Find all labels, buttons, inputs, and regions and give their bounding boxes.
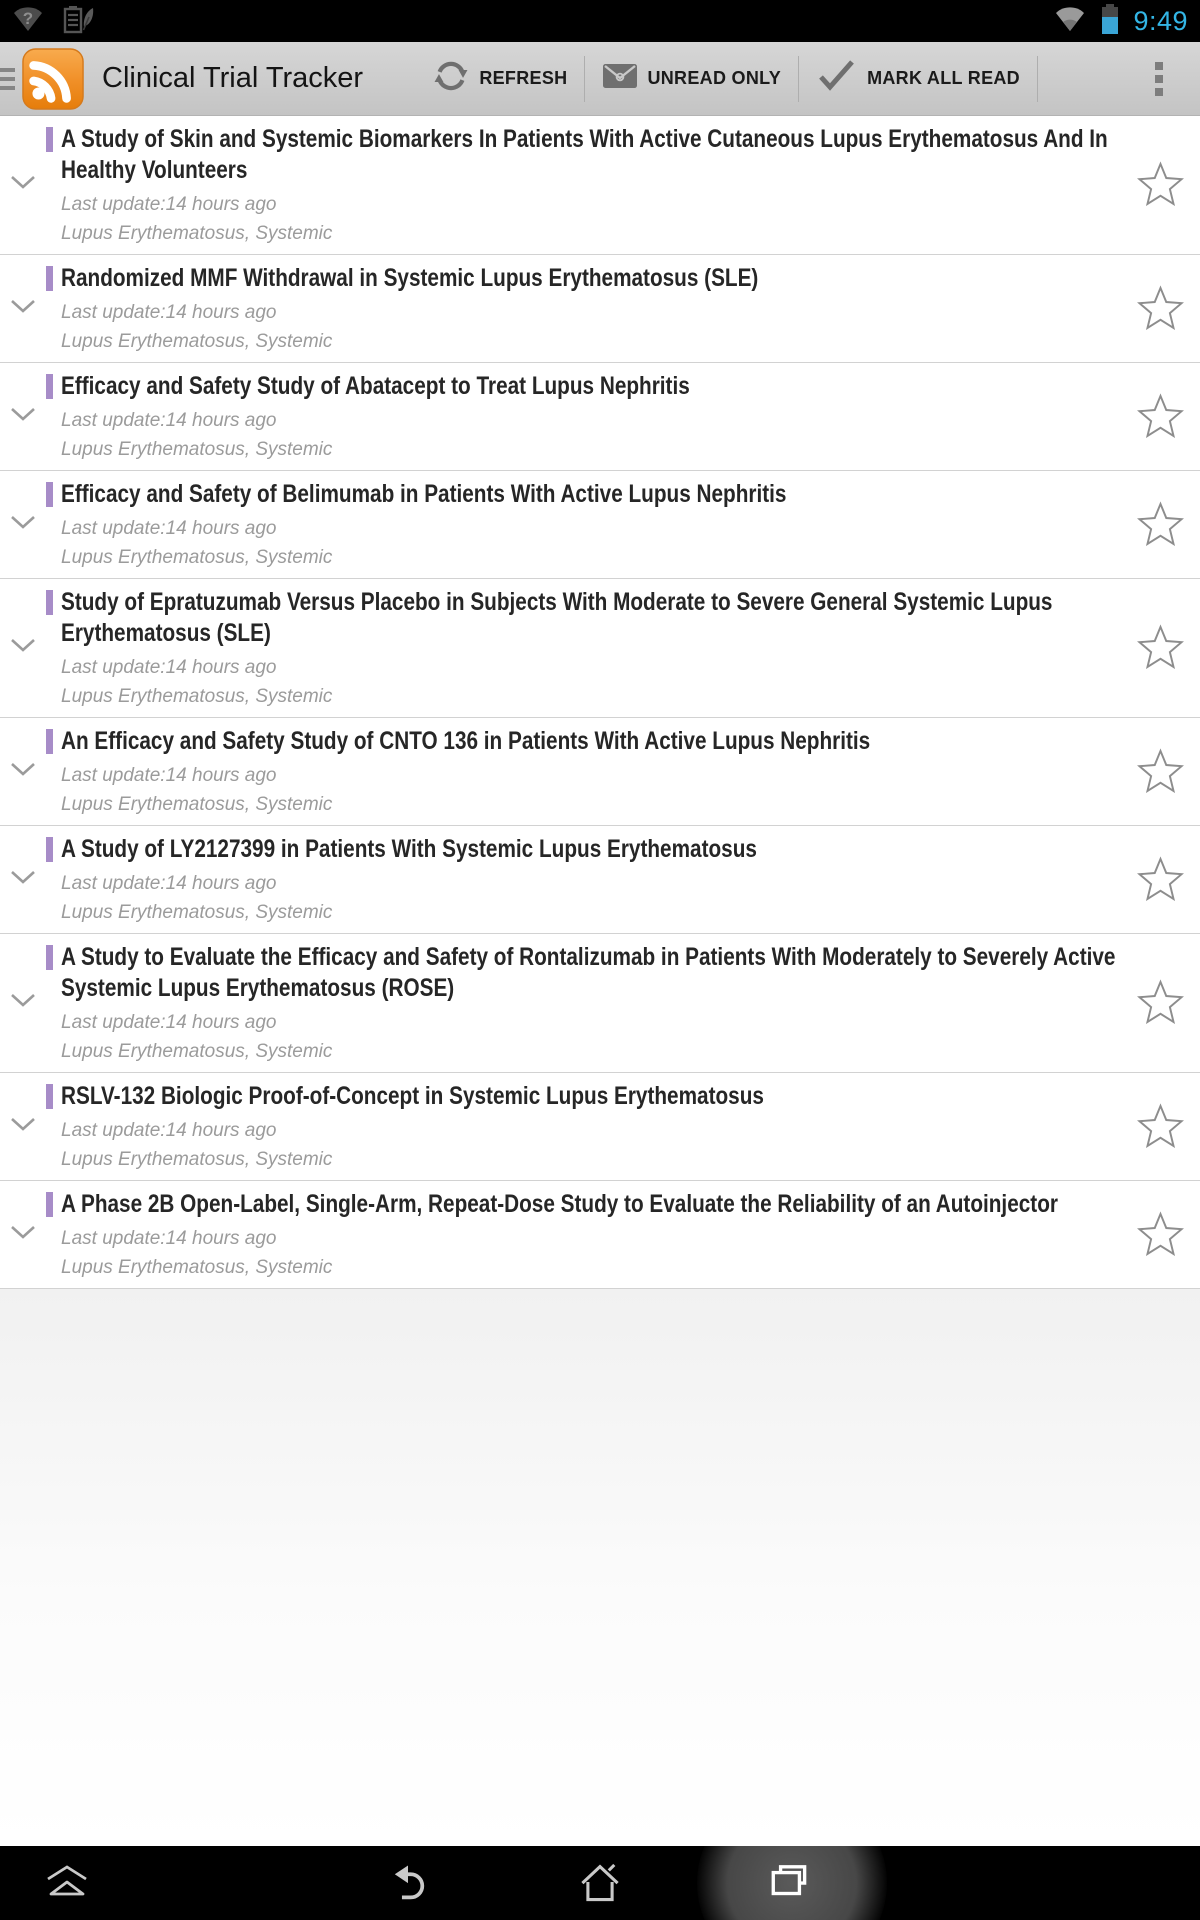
trial-title: A Phase 2B Open-Label, Single-Arm, Repeat-Dose Study to Evaluate the Reliability of an Autoinjector — [61, 1190, 1058, 1218]
navigation-bar — [0, 1846, 1200, 1920]
trial-last-update: Last update:14 hours ago — [61, 873, 277, 894]
clock: 9:49 — [1133, 5, 1188, 36]
unread-marker — [46, 945, 53, 970]
trial-title: Efficacy and Safety Study of Abatacept to Treat Lupus Nephritis — [61, 372, 690, 400]
wifi-question-icon — [12, 5, 44, 38]
star-icon — [1137, 194, 1184, 209]
recent-apps-icon — [767, 1861, 813, 1906]
overflow-menu-button[interactable] — [1130, 42, 1188, 116]
trial-last-update: Last update:14 hours ago — [61, 518, 277, 539]
trial-list-item[interactable] — [0, 255, 1200, 363]
trial-tags: Lupus Erythematosus, Systemic — [61, 547, 333, 568]
trial-title: Randomized MMF Withdrawal in Systemic Lupus Erythematosus (SLE) — [61, 264, 759, 292]
trial-tags: Lupus Erythematosus, Systemic — [61, 331, 333, 352]
expand-chevron-icon[interactable] — [10, 993, 36, 1013]
trial-list-item[interactable] — [0, 1073, 1200, 1181]
refresh-button-label: REFRESH — [479, 68, 568, 88]
favorite-star-button[interactable] — [1133, 497, 1188, 553]
unread-marker — [46, 127, 53, 152]
back-button[interactable] — [348, 1846, 468, 1920]
trial-title: A Study of LY2127399 in Patients With Systemic Lupus Erythematosus — [61, 835, 757, 863]
collapse-bar-icon — [41, 1863, 93, 1904]
unread-marker — [46, 1192, 53, 1217]
expand-chevron-icon[interactable] — [10, 1117, 36, 1137]
battery-icon — [1099, 2, 1121, 41]
trial-last-update: Last update:14 hours ago — [61, 765, 277, 786]
favorite-star-button[interactable] — [1133, 744, 1188, 800]
expand-chevron-icon[interactable] — [10, 299, 36, 319]
trial-list-item[interactable] — [0, 934, 1200, 1073]
unread-marker — [46, 729, 53, 754]
expand-chevron-icon[interactable] — [10, 175, 36, 195]
trial-last-update: Last update:14 hours ago — [61, 657, 277, 678]
unread-only-button[interactable] — [585, 42, 798, 116]
trial-title: Efficacy and Safety of Belimumab in Patients With Active Lupus Nephritis — [61, 480, 787, 508]
trial-last-update: Last update:14 hours ago — [61, 1012, 277, 1033]
trial-list-item[interactable] — [0, 579, 1200, 718]
trial-title: RSLV-132 Biologic Proof-of-Concept in Systemic Lupus Erythematosus — [61, 1082, 764, 1110]
unread-marker — [46, 837, 53, 862]
trial-last-update: Last update:14 hours ago — [61, 1228, 277, 1249]
trial-title: An Efficacy and Safety Study of CNTO 136 in Patients With Active Lupus Nephritis — [61, 727, 871, 755]
battery-saver-icon — [60, 3, 96, 40]
trial-list-item[interactable] — [0, 826, 1200, 934]
expand-chevron-icon[interactable] — [10, 638, 36, 658]
favorite-star-button[interactable] — [1133, 389, 1188, 445]
refresh-button[interactable] — [415, 42, 584, 116]
trial-title: Study of Epratuzumab Versus Placebo in Subjects With Moderate to Severe General Systemic Lupus Erythematosus (SLE) — [61, 588, 1053, 647]
trial-last-update: Last update:14 hours ago — [61, 410, 277, 431]
actionbar-divider — [1037, 56, 1038, 102]
expand-chevron-icon[interactable] — [10, 515, 36, 535]
mark-all-read-button-label: MARK ALL READ — [867, 68, 1020, 88]
star-icon — [1137, 889, 1184, 904]
unread-marker — [46, 1084, 53, 1109]
drawer-grip-icon[interactable] — [0, 62, 15, 96]
trial-tags: Lupus Erythematosus, Systemic — [61, 439, 333, 460]
star-icon — [1137, 781, 1184, 796]
trial-list-item[interactable] — [0, 471, 1200, 579]
star-icon — [1137, 1012, 1184, 1027]
checkmark-icon — [816, 58, 858, 99]
notification-icons — [12, 3, 96, 40]
expand-chevron-icon[interactable] — [10, 762, 36, 782]
trial-last-update: Last update:14 hours ago — [61, 302, 277, 323]
star-icon — [1137, 318, 1184, 333]
wifi-icon — [1053, 5, 1087, 38]
favorite-star-button[interactable] — [1133, 157, 1188, 213]
unread-marker — [46, 482, 53, 507]
trial-list-item[interactable] — [0, 1181, 1200, 1289]
mark-all-read-button[interactable] — [799, 42, 1037, 116]
action-bar — [0, 42, 1200, 116]
favorite-star-button[interactable] — [1133, 1207, 1188, 1263]
refresh-icon — [432, 57, 470, 100]
star-icon — [1137, 657, 1184, 672]
trial-tags: Lupus Erythematosus, Systemic — [61, 1041, 333, 1062]
page-title: Clinical Trial Tracker — [102, 62, 364, 94]
home-icon — [577, 1860, 623, 1907]
trial-last-update: Last update:14 hours ago — [61, 194, 277, 215]
back-icon — [386, 1860, 430, 1907]
expand-chevron-icon[interactable] — [10, 1225, 36, 1245]
trial-title: A Study to Evaluate the Efficacy and Safety of Rontalizumab in Patients With Moderately to Severely Active Systemic Lupus Erythematosus (ROSE) — [61, 943, 1116, 1002]
expand-chevron-icon[interactable] — [10, 870, 36, 890]
overflow-menu-icon — [1155, 62, 1163, 96]
unread-only-button-label: UNREAD ONLY — [647, 68, 782, 88]
unread-marker — [46, 374, 53, 399]
favorite-star-button[interactable] — [1133, 1099, 1188, 1155]
trial-title: A Study of Skin and Systemic Biomarkers In Patients With Active Cutaneous Lupus Erythematosus And In Healthy Volunteers — [61, 125, 1108, 184]
favorite-star-button[interactable] — [1133, 852, 1188, 908]
trial-list — [0, 116, 1200, 1289]
recent-apps-button[interactable] — [730, 1846, 850, 1920]
trial-last-update: Last update:14 hours ago — [61, 1120, 277, 1141]
star-icon — [1137, 534, 1184, 549]
rss-feed-icon[interactable] — [22, 48, 84, 110]
unread-marker — [46, 590, 53, 615]
star-icon — [1137, 1136, 1184, 1151]
star-icon — [1137, 1244, 1184, 1259]
svg-text:?: ? — [22, 8, 34, 28]
envelope-icon — [602, 62, 638, 95]
expand-chevron-icon[interactable] — [10, 407, 36, 427]
trial-list-item[interactable] — [0, 718, 1200, 826]
trial-tags: Lupus Erythematosus, Systemic — [61, 794, 333, 815]
system-status-icons — [1053, 2, 1188, 41]
favorite-star-button[interactable] — [1133, 620, 1188, 676]
empty-background — [0, 1289, 1200, 1846]
trial-list-item[interactable] — [0, 363, 1200, 471]
trial-tags: Lupus Erythematosus, Systemic — [61, 902, 333, 923]
trial-tags: Lupus Erythematosus, Systemic — [61, 1149, 333, 1170]
trial-tags: Lupus Erythematosus, Systemic — [61, 686, 333, 707]
status-bar — [0, 0, 1200, 42]
unread-marker — [46, 266, 53, 291]
collapse-bar-button[interactable] — [12, 1846, 122, 1920]
home-button[interactable] — [540, 1846, 660, 1920]
trial-tags: Lupus Erythematosus, Systemic — [61, 223, 333, 244]
star-icon — [1137, 426, 1184, 441]
trial-tags: Lupus Erythematosus, Systemic — [61, 1257, 333, 1278]
trial-list-item[interactable] — [0, 116, 1200, 255]
favorite-star-button[interactable] — [1133, 975, 1188, 1031]
favorite-star-button[interactable] — [1133, 281, 1188, 337]
